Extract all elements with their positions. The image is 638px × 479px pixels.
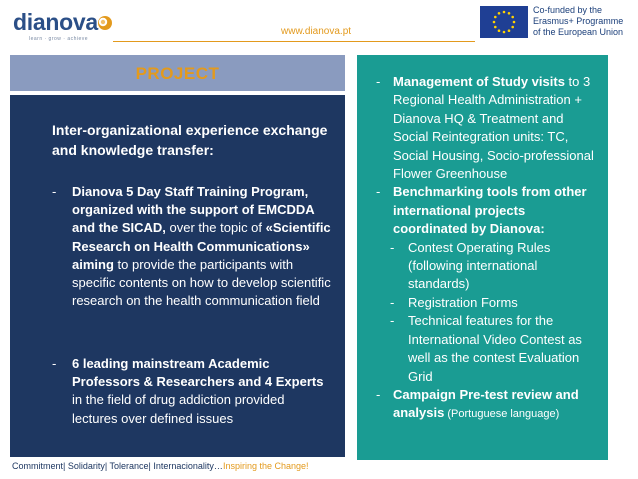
text: Registration Forms	[408, 294, 518, 310]
dianova-logo	[13, 10, 123, 46]
list-item-text	[72, 183, 332, 310]
eu-cofunding-badge	[480, 4, 630, 42]
text: to 3 Regional Health Administration + Dianova HQ & Treatment and Social Reintegration units: TC, Social Housing, Socio-professional Flower Greenhouse	[393, 74, 594, 182]
bullet-dash: -	[52, 184, 57, 199]
project-title-bar	[10, 55, 345, 91]
text: over the topic of	[165, 220, 266, 236]
bullet-dash: -	[390, 313, 395, 329]
left-intro-heading: Inter-organizational experience exchange and knowledge transfer:	[52, 122, 328, 158]
bullet-dash: -	[390, 239, 395, 255]
header-divider	[113, 41, 475, 42]
bold-text: Management of Study visits	[393, 74, 565, 89]
list-item	[376, 183, 600, 238]
text: (Portuguese language)	[444, 408, 560, 421]
footer-tagline: Inspiring the Change!	[222, 461, 309, 471]
eu-line: of the European Union	[533, 27, 624, 37]
footer-values	[12, 461, 309, 471]
text: in the field of drug addiction provided lectures over defined issues	[72, 392, 285, 426]
list-item	[376, 73, 600, 183]
text: to provide the participants with specific contents on how to develop scientific research on the health communication field	[72, 256, 331, 309]
bold-text: Benchmarking tools from other international projects coordinated by Dianova:	[393, 184, 587, 237]
footer-values-text: Commitment| Solidarity| Tolerance| Internacionality…	[12, 461, 223, 471]
bold-text: Dianova 5 Day Staff Training Program, organized with the support of EMCDDA and the SICAD,	[72, 184, 315, 236]
right-content-panel	[357, 55, 608, 460]
sub-list-item	[376, 312, 600, 386]
eu-cofunding-text	[533, 5, 623, 38]
list-item	[376, 386, 600, 424]
sub-list-item	[376, 239, 600, 294]
bullet-dash: -	[376, 386, 381, 402]
text: Technical features for the International Video Contest as well as the contest Evaluation Grid	[408, 313, 582, 384]
left-content-panel	[10, 95, 345, 457]
bullet-dash: -	[376, 184, 381, 200]
list-item-text	[72, 355, 332, 428]
eu-line: Co-funded by the	[533, 5, 603, 15]
bold-text: «Scientific Research on Health Communications» aiming	[72, 220, 331, 272]
activities-list	[376, 73, 600, 424]
logo-circle-icon	[97, 15, 113, 31]
bullet-dash: -	[52, 356, 57, 371]
website-url[interactable]: www.dianova.pt	[281, 26, 352, 37]
logo-tagline: learn · grow · achieve	[29, 36, 89, 42]
logo-wordmark: dianova	[13, 9, 98, 35]
sub-list-item	[376, 294, 600, 312]
bullet-dash: -	[376, 74, 381, 89]
eu-flag-icon	[480, 6, 528, 38]
eu-line: Erasmus+ Programme	[533, 16, 624, 26]
bullet-dash: -	[390, 294, 395, 310]
bold-text: Campaign Pre-test review and analysis	[393, 386, 579, 421]
text: Contest Operating Rules (following international standards)	[408, 239, 551, 292]
bold-text: 6 leading mainstream Academic Professors & Researchers and 4 Experts	[72, 356, 324, 390]
project-title: PROJECT	[135, 64, 220, 83]
